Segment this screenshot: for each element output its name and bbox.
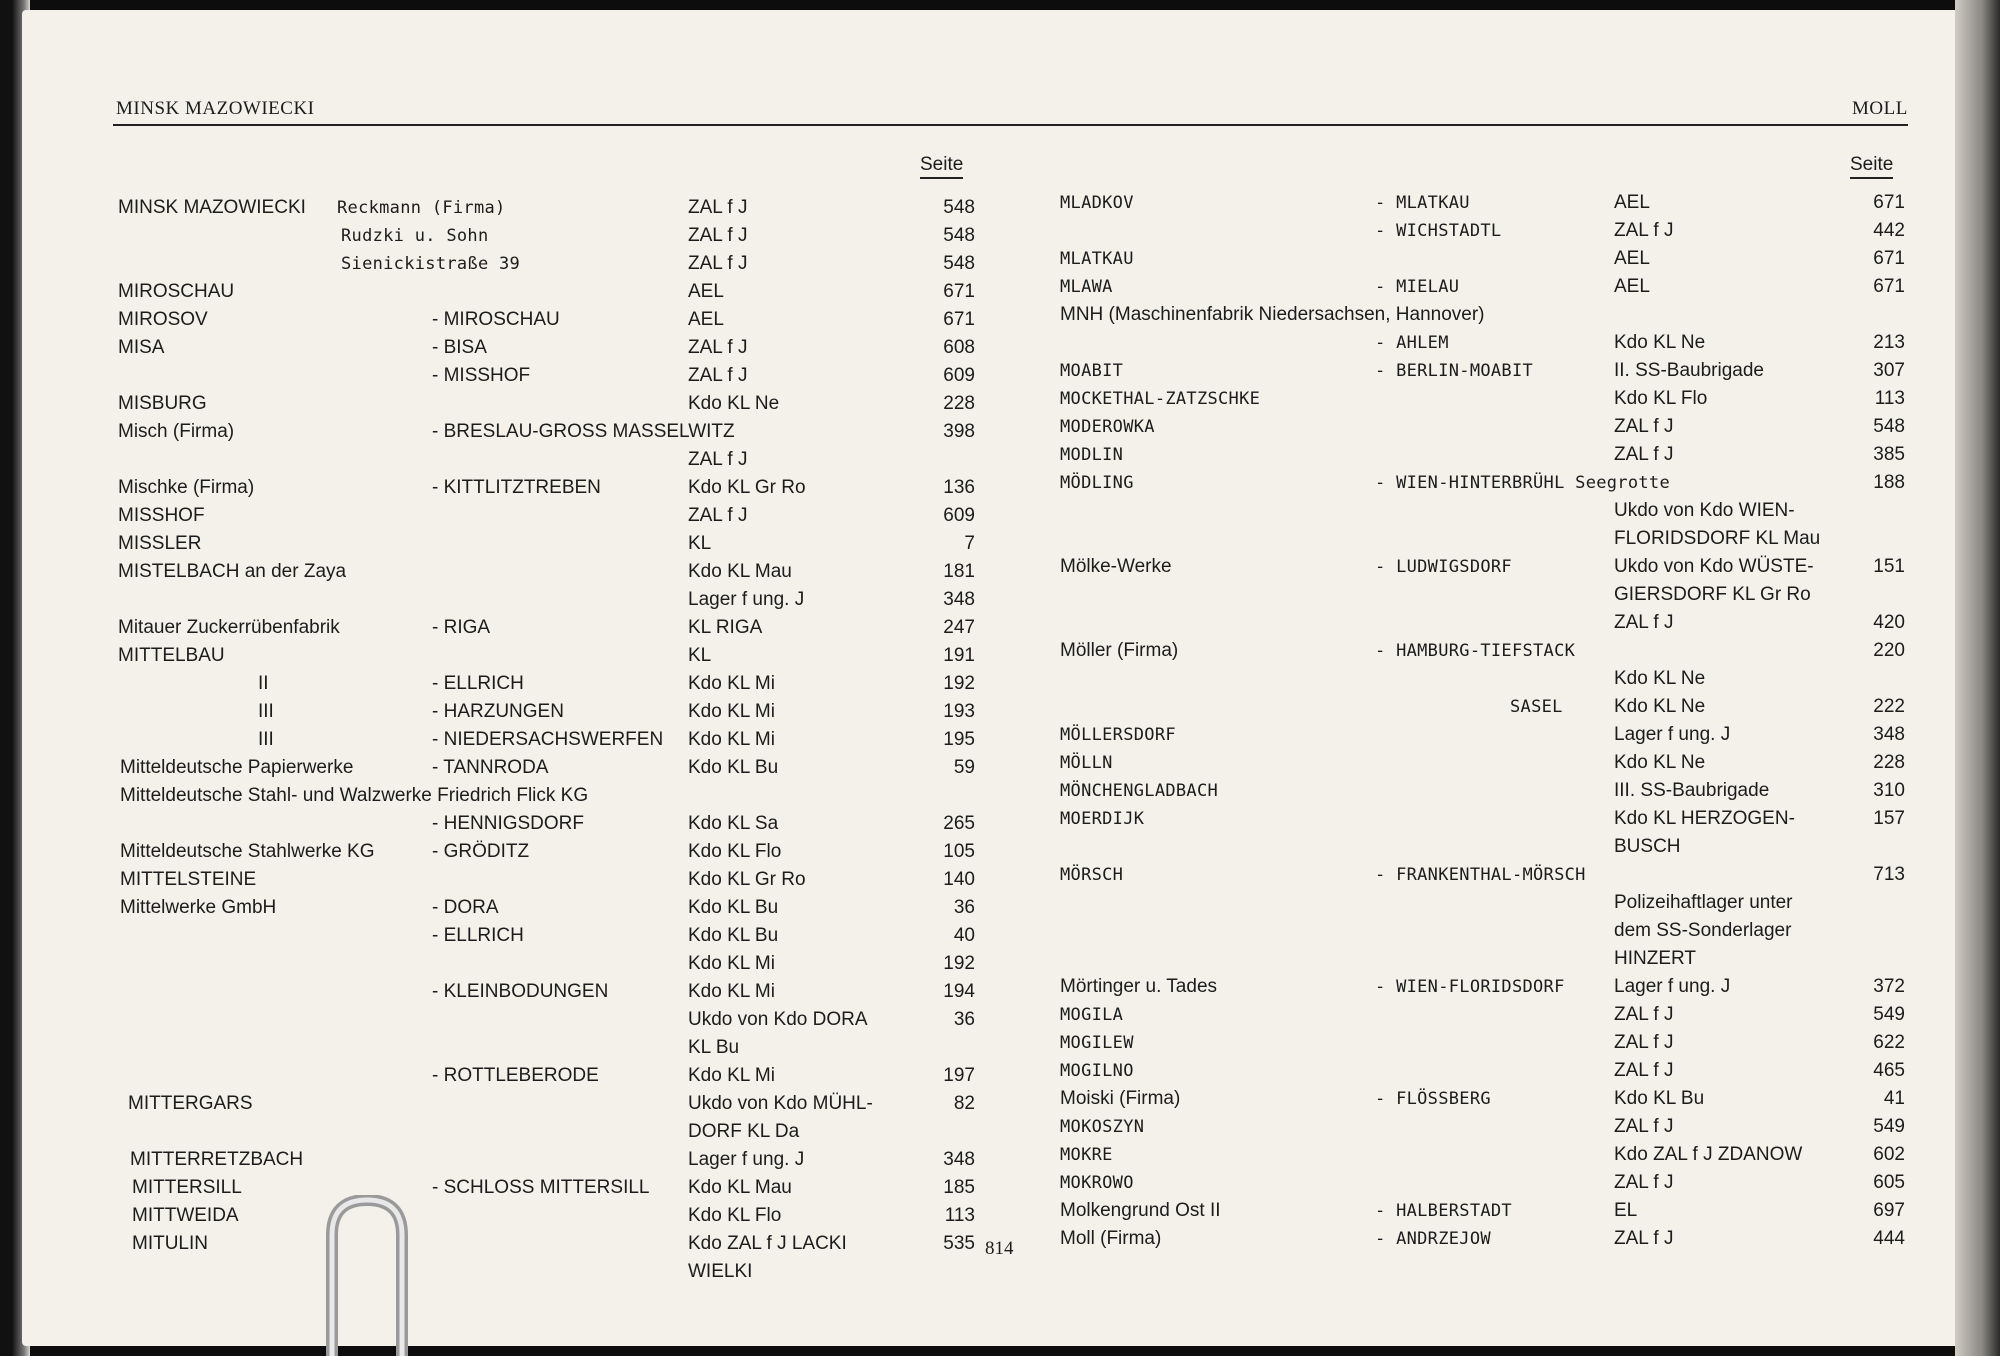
entry-category: ZAL f J xyxy=(1614,1172,1674,1193)
entry-place: Mitauer Zuckerrübenfabrik xyxy=(118,617,340,638)
entry-page-ref: 36 xyxy=(953,897,975,918)
entry-category: Lager f ung. J xyxy=(688,1149,805,1170)
entry-category: AEL xyxy=(688,309,724,330)
entry-page-ref: 549 xyxy=(1873,1004,1905,1025)
entry-location: - AHLEM xyxy=(1375,333,1449,353)
entry-place: MITTELBAU xyxy=(118,645,225,666)
entry-page-ref: 348 xyxy=(1873,724,1905,745)
entry-category: EL xyxy=(1614,1200,1638,1221)
entry-location: - BRESLAU-GROSS MASSELWITZ xyxy=(432,421,735,442)
entry-page-ref: 548 xyxy=(1873,416,1905,437)
entry-page-ref: 228 xyxy=(1873,752,1905,773)
entry-location: - NIEDERSACHSWERFEN xyxy=(432,729,664,750)
entry-page-ref: 671 xyxy=(943,281,975,302)
entry-category: Kdo KL HERZOGEN- xyxy=(1614,808,1795,829)
entry-category: Kdo KL Mau xyxy=(688,561,792,582)
entry-page-ref: 194 xyxy=(943,981,975,1002)
entry-category: HINZERT xyxy=(1614,948,1696,969)
entry-page-ref: 192 xyxy=(943,953,975,974)
entry-page-ref: 444 xyxy=(1873,1228,1905,1249)
entry-location: - HENNIGSDORF xyxy=(432,813,584,834)
entry-category: Ukdo von Kdo WÜSTE- xyxy=(1614,556,1814,577)
entry-category: Kdo KL Flo xyxy=(688,1205,782,1226)
seite-label-right: Seite xyxy=(1850,154,1893,179)
entry-page-ref: 549 xyxy=(1873,1116,1905,1137)
entry-place: MNH (Maschinenfabrik Niedersachsen, Hannover) xyxy=(1060,304,1485,325)
entry-page-ref: 191 xyxy=(943,645,975,666)
entry-category: ZAL f J xyxy=(688,365,748,386)
entry-category: Kdo KL Ne xyxy=(1614,696,1706,717)
entry-page-ref: 220 xyxy=(1873,640,1905,661)
entry-page-ref: 188 xyxy=(1873,472,1905,493)
entry-page-ref: 181 xyxy=(943,561,975,582)
entry-place: MITTWEIDA xyxy=(132,1205,239,1226)
entry-page-ref: 609 xyxy=(943,365,975,386)
entry-place: Mitteldeutsche Stahlwerke KG xyxy=(120,841,375,862)
entry-place: Möller (Firma) xyxy=(1060,640,1179,661)
entry-place: MISSLER xyxy=(118,533,202,554)
entry-page-ref: 609 xyxy=(943,505,975,526)
entry-category: BUSCH xyxy=(1614,836,1681,857)
entry-page-ref: 195 xyxy=(943,729,975,750)
entry-place: MITTELSTEINE xyxy=(120,869,257,890)
entry-place: Molkengrund Ost II xyxy=(1060,1200,1221,1221)
entry-location: - ROTTLEBERODE xyxy=(432,1065,599,1086)
entry-place: MÖLLERSDORF xyxy=(1060,725,1176,745)
entry-category: KL xyxy=(688,533,712,554)
entry-category: Ukdo von Kdo WIEN- xyxy=(1614,500,1795,521)
entry-place: Mitteldeutsche Stahl- und Walzwerke Friedrich Flick KG xyxy=(120,785,589,806)
entry-location: - KITTLITZTREBEN xyxy=(432,477,601,498)
entry-category: AEL xyxy=(1614,248,1650,269)
entry-page-ref: 228 xyxy=(943,393,975,414)
entry-category: ZAL f J xyxy=(1614,1032,1674,1053)
entry-place: MITTERRETZBACH xyxy=(130,1149,304,1170)
entry-category: ZAL f J xyxy=(688,197,748,218)
entry-location: - ELLRICH xyxy=(432,925,524,946)
entry-category: AEL xyxy=(1614,192,1650,213)
entry-category: Kdo KL Ne xyxy=(1614,668,1706,689)
header-rule xyxy=(113,124,1908,126)
entry-location: - KLEINBODUNGEN xyxy=(432,981,609,1002)
entry-page-ref: 548 xyxy=(943,253,975,274)
entry-category: Lager f ung. J xyxy=(688,589,805,610)
entry-category: ZAL f J xyxy=(688,505,748,526)
entry-location: - FLÖSSBERG xyxy=(1375,1089,1491,1109)
entry-category: ZAL f J xyxy=(688,253,748,274)
seite-label-left: Seite xyxy=(920,154,963,179)
entry-location: - HALBERSTADT xyxy=(1375,1201,1512,1221)
entry-category: Kdo KL Mau xyxy=(688,1177,792,1198)
entry-location: - HAMBURG-TIEFSTACK xyxy=(1375,641,1576,661)
entry-place: III xyxy=(258,729,274,750)
entry-location: - MLATKAU xyxy=(1375,193,1470,213)
entry-place: MIROSCHAU xyxy=(118,281,235,302)
entry-category: ZAL f J xyxy=(1614,612,1674,633)
entry-category: Kdo KL Mi xyxy=(688,953,775,974)
entry-category: ZAL f J xyxy=(688,337,748,358)
entry-page-ref: 671 xyxy=(1873,192,1905,213)
entry-page-ref: 671 xyxy=(943,309,975,330)
entry-category: AEL xyxy=(688,281,724,302)
entry-page-ref: 265 xyxy=(943,813,975,834)
entry-place: MITTERGARS xyxy=(128,1093,253,1114)
entry-category: Kdo KL Sa xyxy=(688,813,779,834)
entry-category: Kdo KL Flo xyxy=(688,841,782,862)
entry-category: Kdo KL Bu xyxy=(688,897,779,918)
entry-place: MISBURG xyxy=(118,393,207,414)
entry-place: MÖRSCH xyxy=(1060,865,1124,885)
entry-place: MOERDIJK xyxy=(1060,809,1145,829)
entry-page-ref: 465 xyxy=(1873,1060,1905,1081)
entry-place: Mölke-Werke xyxy=(1060,556,1172,577)
entry-category: Ukdo von Kdo MÜHL- xyxy=(688,1093,873,1114)
entry-category: ZAL f J xyxy=(1614,1228,1674,1249)
entry-category: DORF KL Da xyxy=(688,1121,800,1142)
entry-page-ref: 136 xyxy=(943,477,975,498)
entry-page-ref: 310 xyxy=(1873,780,1905,801)
entry-place: Misch (Firma) xyxy=(118,421,235,442)
entry-subplace: Rudzki u. Sohn xyxy=(341,226,489,246)
entry-location: - DORA xyxy=(432,897,499,918)
entry-location: - BERLIN-MOABIT xyxy=(1375,361,1534,381)
entry-category: Kdo KL Ne xyxy=(1614,752,1706,773)
entry-location: - TANNRODA xyxy=(432,757,549,778)
entry-category: Kdo KL Mi xyxy=(688,673,775,694)
entry-category: ZAL f J xyxy=(1614,444,1674,465)
entry-location: - MIROSCHAU xyxy=(432,309,560,330)
entry-category: Kdo KL Mi xyxy=(688,729,775,750)
running-head-right: MOLL xyxy=(1852,98,1908,119)
entry-page-ref: 213 xyxy=(1873,332,1905,353)
entry-location: - HARZUNGEN xyxy=(432,701,564,722)
entry-page-ref: 105 xyxy=(943,841,975,862)
entry-page-ref: 113 xyxy=(944,1205,975,1226)
entry-category: GIERSDORF KL Gr Ro xyxy=(1614,584,1811,605)
entry-place: Mitteldeutsche Papierwerke xyxy=(120,757,354,778)
entry-page-ref: 247 xyxy=(943,617,975,638)
entry-page-ref: 40 xyxy=(953,925,975,946)
binder-clip-icon xyxy=(322,1195,412,1356)
entry-page-ref: 372 xyxy=(1873,976,1905,997)
entry-place: MOKOSZYN xyxy=(1060,1117,1145,1137)
entry-page-ref: 151 xyxy=(1873,556,1905,577)
book-gutter-shadow xyxy=(1955,0,2000,1356)
entry-location: - SCHLOSS MITTERSILL xyxy=(432,1177,650,1198)
entry-category: Kdo KL Gr Ro xyxy=(688,869,806,890)
entry-page-ref: 548 xyxy=(943,197,975,218)
entry-place: MODEROWKA xyxy=(1060,417,1155,437)
entry-category: Kdo ZAL f J ZDANOW xyxy=(1614,1144,1803,1165)
entry-location: - FRANKENTHAL-MÖRSCH xyxy=(1375,865,1586,885)
entry-location: - LUDWIGSDORF xyxy=(1375,557,1512,577)
entry-page-ref: 348 xyxy=(943,1149,975,1170)
entry-category: Kdo KL Ne xyxy=(1614,332,1706,353)
entry-location: SASEL xyxy=(1510,697,1563,717)
entry-subplace: Reckmann (Firma) xyxy=(337,198,506,218)
entry-category: Kdo KL Bu xyxy=(1614,1088,1705,1109)
entry-category: Polizeihaftlager unter xyxy=(1614,892,1793,913)
entry-page-ref: 420 xyxy=(1873,612,1905,633)
entry-page-ref: 157 xyxy=(1873,808,1905,829)
entry-page-ref: 385 xyxy=(1873,444,1905,465)
entry-category: KL xyxy=(688,645,712,666)
entry-page-ref: 608 xyxy=(943,337,975,358)
entry-category: WIELKI xyxy=(688,1261,753,1282)
entry-page-ref: 671 xyxy=(1873,276,1905,297)
entry-category: Lager f ung. J xyxy=(1614,724,1731,745)
entry-category: ZAL f J xyxy=(688,449,748,470)
entry-page-ref: 192 xyxy=(943,673,975,694)
entry-location: - BISA xyxy=(432,337,487,358)
entry-page-ref: 197 xyxy=(943,1065,975,1086)
entry-place: MOGILEW xyxy=(1060,1033,1134,1053)
entry-page-ref: 222 xyxy=(1873,696,1905,717)
entry-location: - MIELAU xyxy=(1375,277,1460,297)
entry-category: AEL xyxy=(1614,276,1650,297)
entry-place: MOGILNO xyxy=(1060,1061,1134,1081)
entry-place: MITULIN xyxy=(132,1233,208,1254)
entry-location: - GRÖDITZ xyxy=(432,841,530,862)
entry-category: Kdo KL Flo xyxy=(1614,388,1708,409)
entry-page-ref: 548 xyxy=(943,225,975,246)
entry-page-ref: 307 xyxy=(1873,360,1905,381)
entry-page-ref: 535 xyxy=(943,1233,975,1254)
entry-page-ref: 140 xyxy=(943,869,975,890)
entry-category: Kdo KL Mi xyxy=(688,701,775,722)
entry-page-ref: 82 xyxy=(953,1093,975,1114)
entry-location: - ANDRZEJOW xyxy=(1375,1229,1491,1249)
entry-place: MITTERSILL xyxy=(132,1177,242,1198)
entry-page-ref: 113 xyxy=(1874,388,1905,409)
entry-place: MISTELBACH an der Zaya xyxy=(118,561,347,582)
entry-place: MINSK MAZOWIECKI xyxy=(118,197,306,218)
entry-place: MLADKOV xyxy=(1060,193,1134,213)
entry-place: MISSHOF xyxy=(118,505,205,526)
entry-place: Mischke (Firma) xyxy=(118,477,255,498)
entry-category: II. SS-Baubrigade xyxy=(1614,360,1764,381)
entry-page-ref: 59 xyxy=(953,757,975,778)
entry-page-ref: 36 xyxy=(953,1009,975,1030)
entry-place: III xyxy=(258,701,274,722)
entry-place: MOABIT xyxy=(1060,361,1124,381)
entry-page-ref: 622 xyxy=(1873,1032,1905,1053)
entry-subplace: Sienickistraße 39 xyxy=(341,254,521,274)
entry-location: - ELLRICH xyxy=(432,673,524,694)
entry-page-ref: 398 xyxy=(943,421,975,442)
entry-category: III. SS-Baubrigade xyxy=(1614,780,1770,801)
entry-place: MOGILA xyxy=(1060,1005,1124,1025)
entry-category: Kdo KL Bu xyxy=(688,925,779,946)
entry-place: Moll (Firma) xyxy=(1060,1228,1162,1249)
entry-category: Lager f ung. J xyxy=(1614,976,1731,997)
entry-place: MODLIN xyxy=(1060,445,1124,465)
entry-place: MOCKETHAL-ZATZSCHKE xyxy=(1060,389,1261,409)
entry-page-ref: 442 xyxy=(1873,220,1905,241)
entry-location: - RIGA xyxy=(432,617,491,638)
entry-location: - WIEN-HINTERBRÜHL Seegrotte xyxy=(1375,473,1670,493)
entry-place: MOKROWO xyxy=(1060,1173,1134,1193)
entry-category: ZAL f J xyxy=(688,225,748,246)
entry-page-ref: 605 xyxy=(1873,1172,1905,1193)
entry-place: II xyxy=(258,673,269,694)
entry-place: MIROSOV xyxy=(118,309,208,330)
entry-place: MLAWA xyxy=(1060,277,1113,297)
entry-page-ref: 713 xyxy=(1873,864,1905,885)
running-head-left: MINSK MAZOWIECKI xyxy=(116,98,315,119)
entry-category: ZAL f J xyxy=(1614,1004,1674,1025)
entry-page-ref: 7 xyxy=(964,533,975,554)
entry-category: dem SS-Sonderlager xyxy=(1614,920,1792,941)
entry-place: Mörtinger u. Tades xyxy=(1060,976,1218,997)
entry-place: MISA xyxy=(118,337,165,358)
entry-category: Kdo KL Ne xyxy=(688,393,780,414)
entry-category: KL Bu xyxy=(688,1037,740,1058)
page-number: 814 xyxy=(985,1238,1014,1259)
entry-category: Kdo KL Mi xyxy=(688,981,775,1002)
entry-category: ZAL f J xyxy=(1614,1116,1674,1137)
entry-category: ZAL f J xyxy=(1614,220,1674,241)
entry-location: - WICHSTADTL xyxy=(1375,221,1502,241)
entry-place: Mittelwerke GmbH xyxy=(120,897,277,918)
entry-place: Moiski (Firma) xyxy=(1060,1088,1181,1109)
entry-category: Kdo KL Gr Ro xyxy=(688,477,806,498)
entry-category: FLORIDSDORF KL Mau xyxy=(1614,528,1821,549)
entry-category: Kdo KL Mi xyxy=(688,1065,775,1086)
entry-page-ref: 185 xyxy=(943,1177,975,1198)
entry-place: MOKRE xyxy=(1060,1145,1113,1165)
entry-location: - MISSHOF xyxy=(432,365,531,386)
entry-place: MÖNCHENGLADBACH xyxy=(1060,781,1219,801)
entry-place: MÖDLING xyxy=(1060,473,1134,493)
entry-category: Ukdo von Kdo DORA xyxy=(688,1009,868,1030)
entry-place: MLATKAU xyxy=(1060,249,1134,269)
entry-category: Kdo ZAL f J LACKI xyxy=(688,1233,847,1254)
entry-page-ref: 41 xyxy=(1883,1088,1905,1109)
entry-category: ZAL f J xyxy=(1614,416,1674,437)
entry-place: MÖLLN xyxy=(1060,753,1113,773)
entry-page-ref: 697 xyxy=(1873,1200,1905,1221)
entry-page-ref: 348 xyxy=(943,589,975,610)
entry-category: ZAL f J xyxy=(1614,1060,1674,1081)
entry-location: - WIEN-FLORIDSDORF xyxy=(1375,977,1565,997)
entry-category: KL RIGA xyxy=(688,617,763,638)
entry-page-ref: 193 xyxy=(943,701,975,722)
entry-page-ref: 671 xyxy=(1873,248,1905,269)
entry-page-ref: 602 xyxy=(1873,1144,1905,1165)
entry-category: Kdo KL Bu xyxy=(688,757,779,778)
